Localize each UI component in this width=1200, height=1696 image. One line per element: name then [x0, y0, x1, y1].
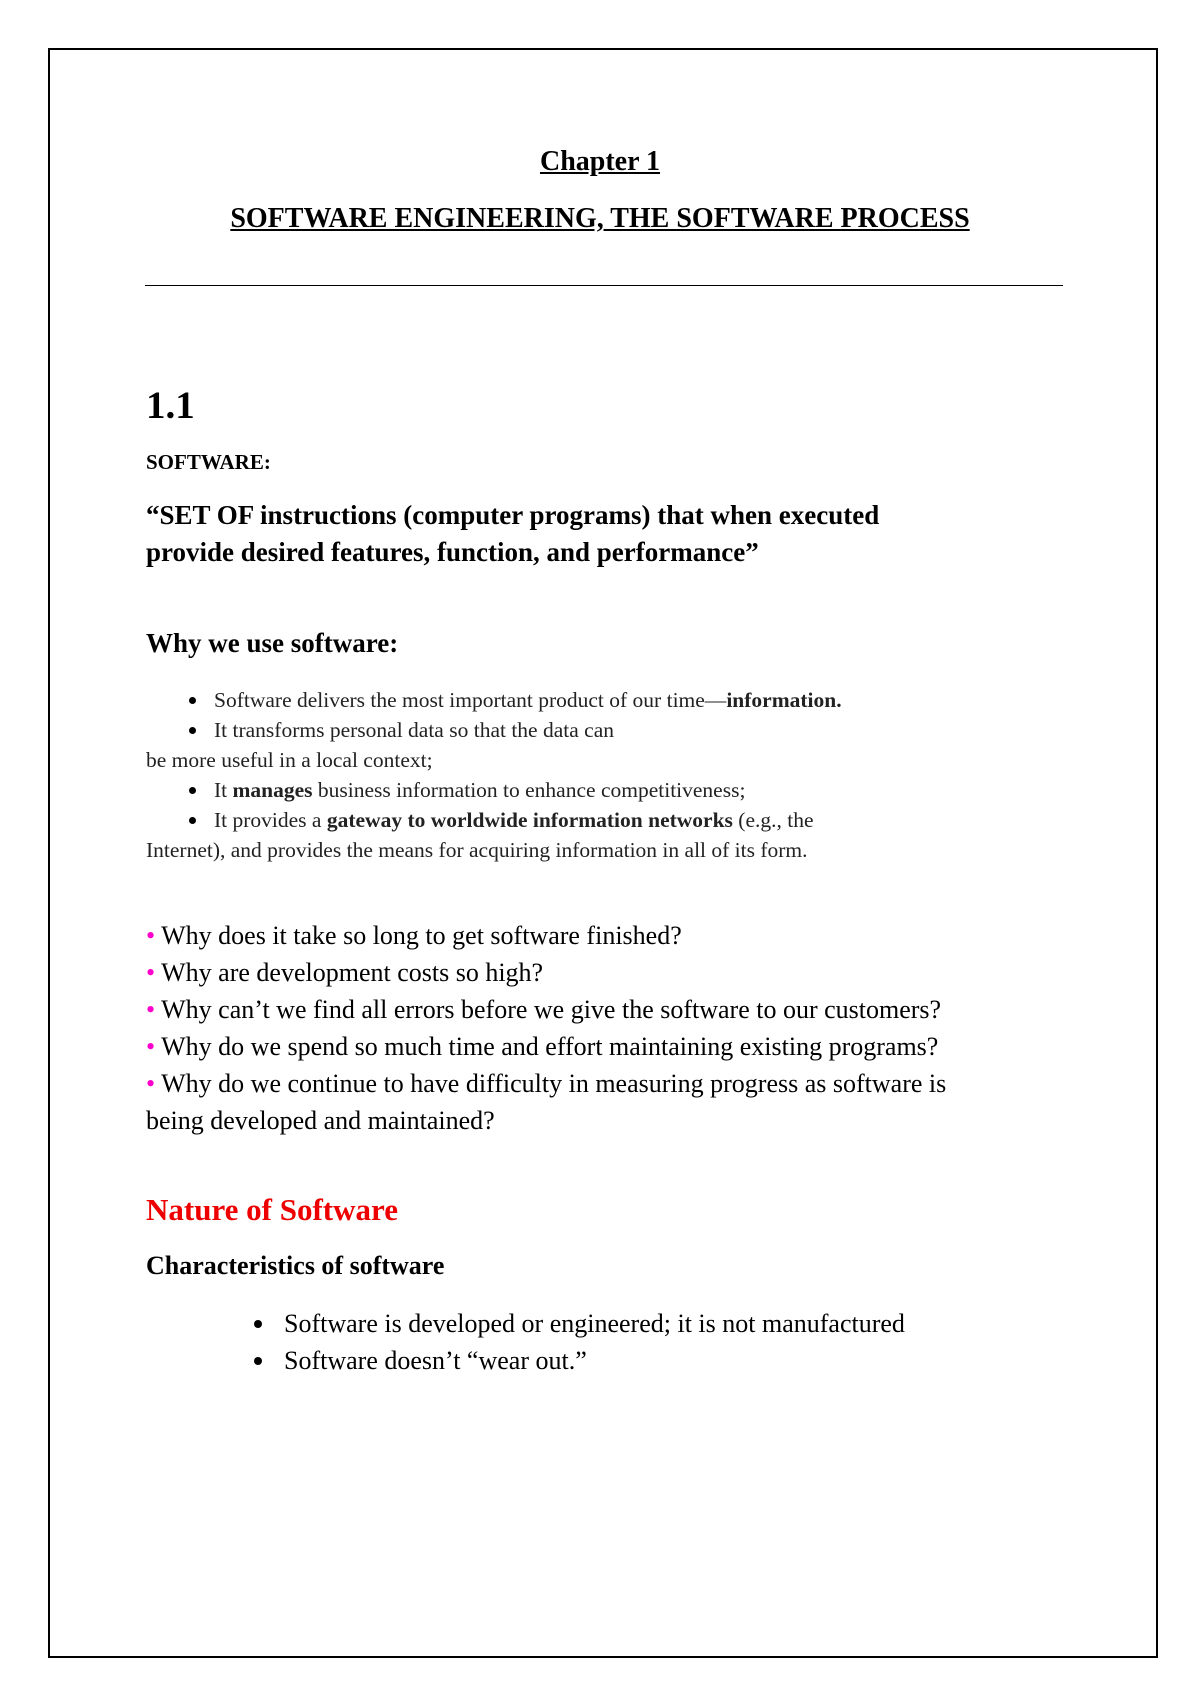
software-label: SOFTWARE: — [146, 450, 271, 474]
why-item-1-text: Software delivers the most important product of our time— — [214, 688, 727, 712]
question-1-text: Why does it take so long to get software finished? — [155, 921, 682, 950]
bullet-dot-icon — [254, 1357, 262, 1365]
why-item-3-text: business information to enhance competitiveness; — [312, 778, 746, 802]
why-item-1-bold: information. — [726, 688, 842, 712]
why-item-1 — [189, 685, 842, 715]
software-definition — [146, 497, 1046, 571]
question-3-text: Why can’t we find all errors before we give the software to our customers? — [155, 995, 942, 1024]
characteristics-heading: Characteristics of software — [146, 1251, 445, 1280]
pink-bullet-icon: • — [146, 995, 156, 1024]
chapter-subtitle: SOFTWARE ENGINEERING, THE SOFTWARE PROCESS — [230, 203, 970, 234]
nature-heading: Nature of Software — [146, 1192, 398, 1227]
definition-line-2: provide desired features, function, and performance” — [146, 537, 759, 567]
characteristic-item-2 — [254, 1342, 587, 1379]
characteristic-item-2-text: Software doesn’t “wear out.” — [284, 1346, 587, 1375]
bullet-dot-icon — [189, 787, 196, 794]
bullet-dot-icon — [189, 727, 196, 734]
why-item-2-text: It transforms personal data so that the data can — [214, 718, 614, 742]
question-5-text: Why do we continue to have difficulty in measuring progress as software is — [155, 1069, 947, 1098]
why-item-3-prefix: It — [214, 778, 233, 802]
question-5-continuation: being developed and maintained? — [146, 1106, 495, 1135]
why-item-3 — [189, 775, 745, 805]
question-1 — [146, 917, 682, 954]
question-2 — [146, 954, 543, 991]
question-4-text: Why do we spend so much time and effort maintaining existing programs? — [155, 1032, 939, 1061]
question-2-text: Why are development costs so high? — [155, 958, 544, 987]
why-item-4 — [189, 805, 814, 835]
why-use-heading: Why we use software: — [146, 628, 399, 658]
why-item-4-bold: gateway to worldwide information networks — [326, 808, 733, 832]
pink-bullet-icon: • — [146, 1069, 156, 1098]
pink-bullet-icon: • — [146, 1032, 156, 1061]
why-item-4-continuation: Internet), and provides the means for acquiring information in all of its form. — [146, 838, 808, 862]
bullet-dot-icon — [189, 817, 196, 824]
definition-line-1: “SET OF instructions (computer programs) that when executed — [146, 500, 880, 530]
chapter-title: Chapter 1 — [539, 146, 661, 177]
why-item-4-text: (e.g., the — [732, 808, 814, 832]
why-item-3-bold: manages — [232, 778, 313, 802]
pink-bullet-icon: • — [146, 958, 156, 987]
bullet-dot-icon — [189, 697, 196, 704]
question-3 — [146, 991, 941, 1028]
question-4 — [146, 1028, 938, 1065]
section-number: 1.1 — [146, 384, 195, 427]
characteristic-item-1 — [254, 1305, 905, 1342]
question-5 — [146, 1065, 946, 1102]
pink-bullet-icon: • — [146, 921, 156, 950]
why-item-2 — [189, 715, 614, 745]
characteristic-item-1-text: Software is developed or engineered; it is not manufactured — [284, 1309, 905, 1338]
why-item-4-prefix: It provides a — [214, 808, 327, 832]
bullet-dot-icon — [254, 1320, 262, 1328]
why-item-2-continuation: be more useful in a local context; — [146, 748, 433, 772]
title-divider — [145, 285, 1063, 286]
